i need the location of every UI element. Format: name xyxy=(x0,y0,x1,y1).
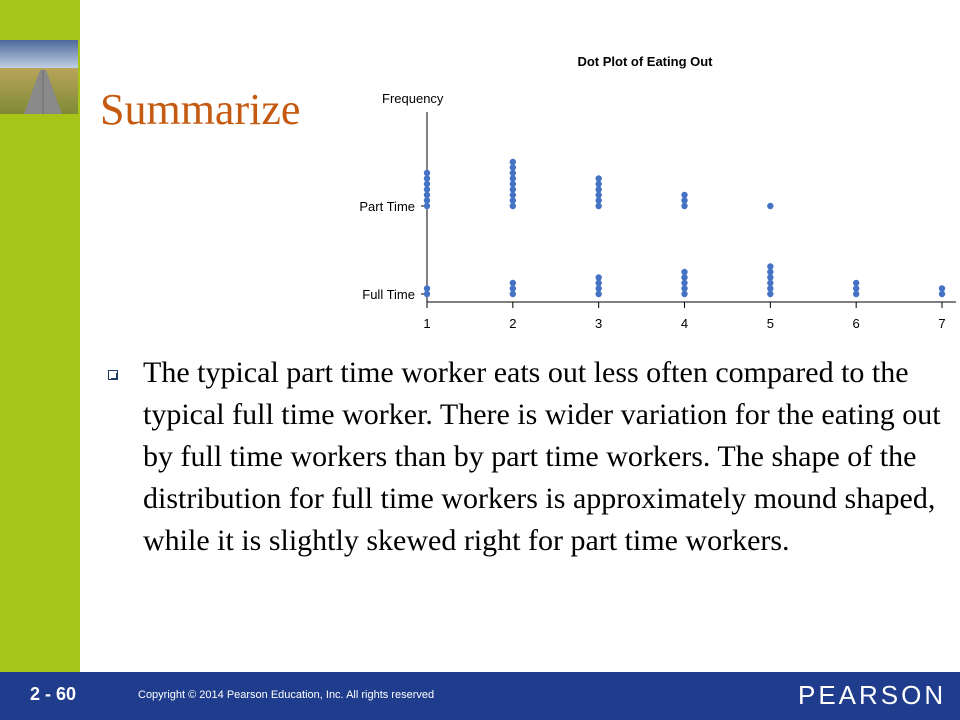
slide-content xyxy=(108,352,948,562)
pearson-logo: PEARSON xyxy=(798,680,947,710)
group-label: Full Time xyxy=(362,287,415,302)
data-dot xyxy=(424,181,430,187)
slide-number: 2 - 60 xyxy=(30,684,77,704)
data-dot xyxy=(853,285,859,291)
data-dot xyxy=(424,175,430,181)
data-dot xyxy=(424,203,430,209)
data-dot xyxy=(510,181,516,187)
x-tick-label: 5 xyxy=(766,316,774,331)
x-tick-label: 2 xyxy=(509,316,517,331)
data-dot xyxy=(510,175,516,181)
data-dot xyxy=(767,291,773,297)
data-dot xyxy=(424,285,430,291)
group-label: Part Time xyxy=(359,199,415,214)
data-dot xyxy=(767,203,773,209)
data-dot xyxy=(681,280,687,286)
x-tick-label: 3 xyxy=(595,316,603,331)
data-dot xyxy=(681,269,687,275)
x-tick-label: 6 xyxy=(852,316,860,331)
data-dot xyxy=(681,192,687,198)
data-dot xyxy=(510,192,516,198)
data-dot xyxy=(510,197,516,203)
data-dot xyxy=(510,280,516,286)
data-dot xyxy=(595,274,601,280)
x-tick-label: 4 xyxy=(680,316,689,331)
boardwalk-thumbnail xyxy=(0,40,78,114)
data-dot xyxy=(681,285,687,291)
x-tick-label: 7 xyxy=(938,316,946,331)
data-dot xyxy=(510,170,516,176)
data-dot xyxy=(939,285,945,291)
data-dot xyxy=(595,280,601,286)
data-dot xyxy=(510,159,516,165)
x-axis-ticks xyxy=(423,302,945,331)
copyright-notice: Copyright © 2014 Pearson Education, Inc. All rights reserved xyxy=(138,689,435,701)
data-dot xyxy=(595,186,601,192)
data-dot xyxy=(681,291,687,297)
data-dot xyxy=(424,186,430,192)
data-dot xyxy=(681,274,687,280)
data-dot xyxy=(767,274,773,280)
data-dot xyxy=(510,285,516,291)
data-dot xyxy=(595,181,601,187)
data-dot xyxy=(510,186,516,192)
data-dot xyxy=(595,285,601,291)
data-dot xyxy=(424,197,430,203)
data-dot xyxy=(681,197,687,203)
bullet-item xyxy=(108,352,948,562)
square-bullet-icon xyxy=(108,370,118,380)
data-dot xyxy=(424,170,430,176)
chart-axes xyxy=(427,112,956,302)
data-dot xyxy=(853,280,859,286)
data-dot xyxy=(595,203,601,209)
data-dot xyxy=(767,269,773,275)
footer-bar xyxy=(0,672,960,720)
group-labels xyxy=(359,199,427,302)
data-dot xyxy=(595,192,601,198)
y-axis-label: Frequency xyxy=(382,91,444,106)
data-dot xyxy=(939,291,945,297)
chart-dots xyxy=(424,159,945,297)
slide-title: Summarize xyxy=(100,85,301,134)
data-dot xyxy=(681,203,687,209)
data-dot xyxy=(595,291,601,297)
data-dot xyxy=(767,280,773,286)
x-tick-label: 1 xyxy=(423,316,431,331)
data-dot xyxy=(424,192,430,198)
bullet-text: The typical part time worker eats out less often compared to the typical full time worker. There is wider variation for the eating out by full time workers than by part time workers. The shape of the distribution for full time workers is approximately mound shaped, while it is slightly skewed right for part time workers. xyxy=(143,356,941,557)
dot-plot-chart xyxy=(330,40,960,340)
data-dot xyxy=(853,291,859,297)
data-dot xyxy=(510,291,516,297)
data-dot xyxy=(767,285,773,291)
data-dot xyxy=(510,203,516,209)
data-dot xyxy=(424,291,430,297)
data-dot xyxy=(595,197,601,203)
data-dot xyxy=(510,164,516,170)
data-dot xyxy=(767,263,773,269)
data-dot xyxy=(595,175,601,181)
chart-title: Dot Plot of Eating Out xyxy=(577,54,713,69)
